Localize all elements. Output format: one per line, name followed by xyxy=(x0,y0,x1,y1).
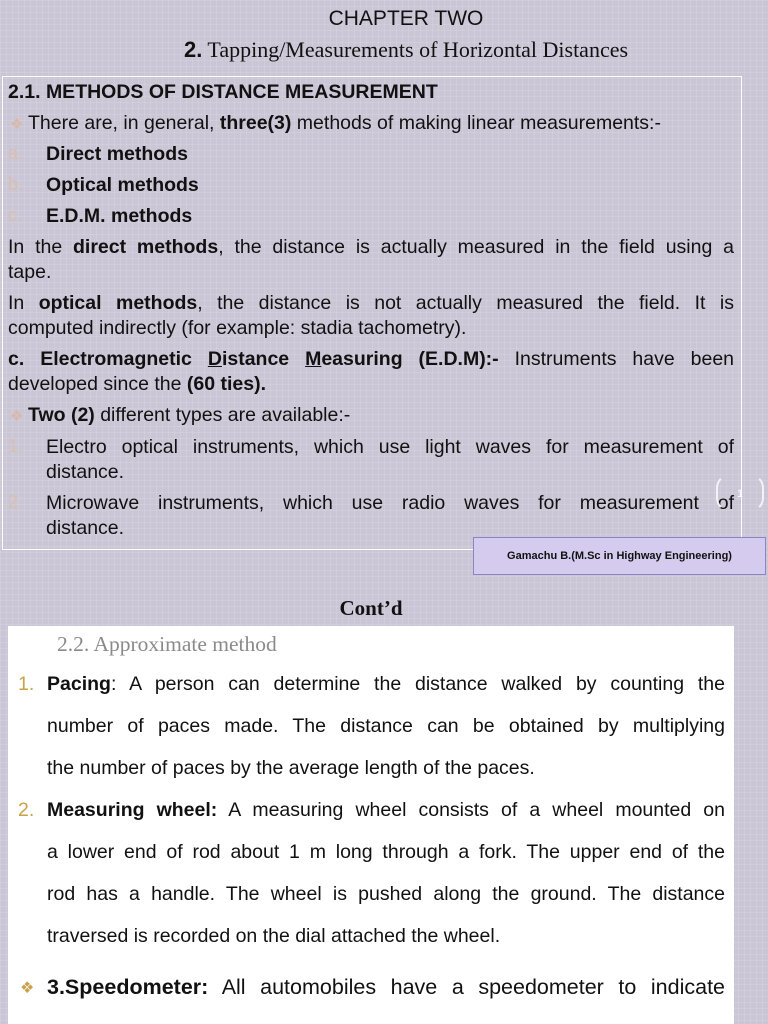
direct-paragraph-line2: tape. xyxy=(8,261,52,283)
type-microwave-line1: Microwave instruments, which use radio waves for measurement of xyxy=(46,492,734,514)
pacing-line3: the number of paces by the average length of the paces. xyxy=(47,757,535,779)
list-marker: 1. xyxy=(8,436,24,456)
optical-paragraph-line2: computed indirectly (for example: stadia tachometry). xyxy=(8,317,467,339)
measuring-wheel-line1: Measuring wheel: A measuring wheel consists of a wheel mounted on xyxy=(47,799,725,821)
measuring-wheel-line4: traversed is recorded on the dial attached the wheel. xyxy=(47,925,501,947)
edm-paragraph-line2: developed since the (60 ties). xyxy=(8,373,267,395)
section-heading: 2.1. METHODS OF DISTANCE MEASUREMENT xyxy=(8,81,438,103)
intro-line: ❖ There are, in general, three(3) methods of making linear measurements:- xyxy=(10,111,661,137)
types-intro-line: ❖ Two (2) different types are available:- xyxy=(10,403,350,429)
diamond-bullet-icon: ❖ xyxy=(10,116,24,133)
diamond-bullet-icon: ❖ xyxy=(10,408,24,425)
speedometer-line1: 3.Speedometer: All automobiles have a speedometer to indicate xyxy=(47,975,725,999)
list-marker: b. xyxy=(8,174,24,194)
optical-paragraph-line1: In optical methods, the distance is not actually measured the field. It is xyxy=(8,292,734,314)
edm-paragraph-line1: c. Electromagnetic Distance Measuring (E.D.M):- Instruments have been xyxy=(8,348,735,370)
method-optical: Optical methods xyxy=(46,174,199,196)
method-edm: E.D.M. methods xyxy=(46,205,193,227)
title-number: 2. xyxy=(183,37,203,62)
author-footer: Gamachu B.(M.Sc in Highway Engineering) xyxy=(473,537,766,575)
page-number: 1 xyxy=(716,474,764,512)
measuring-wheel-line2: a lower end of rod about 1 m long through a fork. The upper end of the xyxy=(47,841,725,863)
type-electro-optical-line1: Electro optical instruments, which use light waves for measurement of xyxy=(46,436,734,458)
type-electro-optical-line2: distance. xyxy=(46,461,125,483)
contd-title: Cont’d xyxy=(339,596,403,620)
pacing-line1: Pacing: A person can determine the distance walked by counting the xyxy=(47,673,725,695)
list-marker: c. xyxy=(8,205,23,225)
section-heading-approximate: 2.2. Approximate method xyxy=(57,632,277,656)
list-marker: 2. xyxy=(18,799,35,821)
diamond-bullet-icon: ❖ xyxy=(20,980,35,997)
pacing-line2: number of paces made. The distance can be obtained by multiplying xyxy=(47,715,725,737)
measuring-wheel-line3: rod has a handle. The wheel is pushed along the ground. The distance xyxy=(47,883,725,905)
type-microwave-line2: distance. xyxy=(46,517,125,539)
list-marker: 1. xyxy=(18,673,35,695)
title-text: Tapping/Measurements of Horizontal Distances xyxy=(202,37,629,62)
method-direct: Direct methods xyxy=(46,143,188,165)
direct-paragraph-line1: In the direct methods, the distance is actually measured in the field using a xyxy=(8,236,734,258)
list-marker: a. xyxy=(8,143,24,163)
chapter-title: CHAPTER TWO xyxy=(328,7,484,30)
list-marker: 2. xyxy=(8,492,24,512)
slide-title xyxy=(0,37,768,63)
